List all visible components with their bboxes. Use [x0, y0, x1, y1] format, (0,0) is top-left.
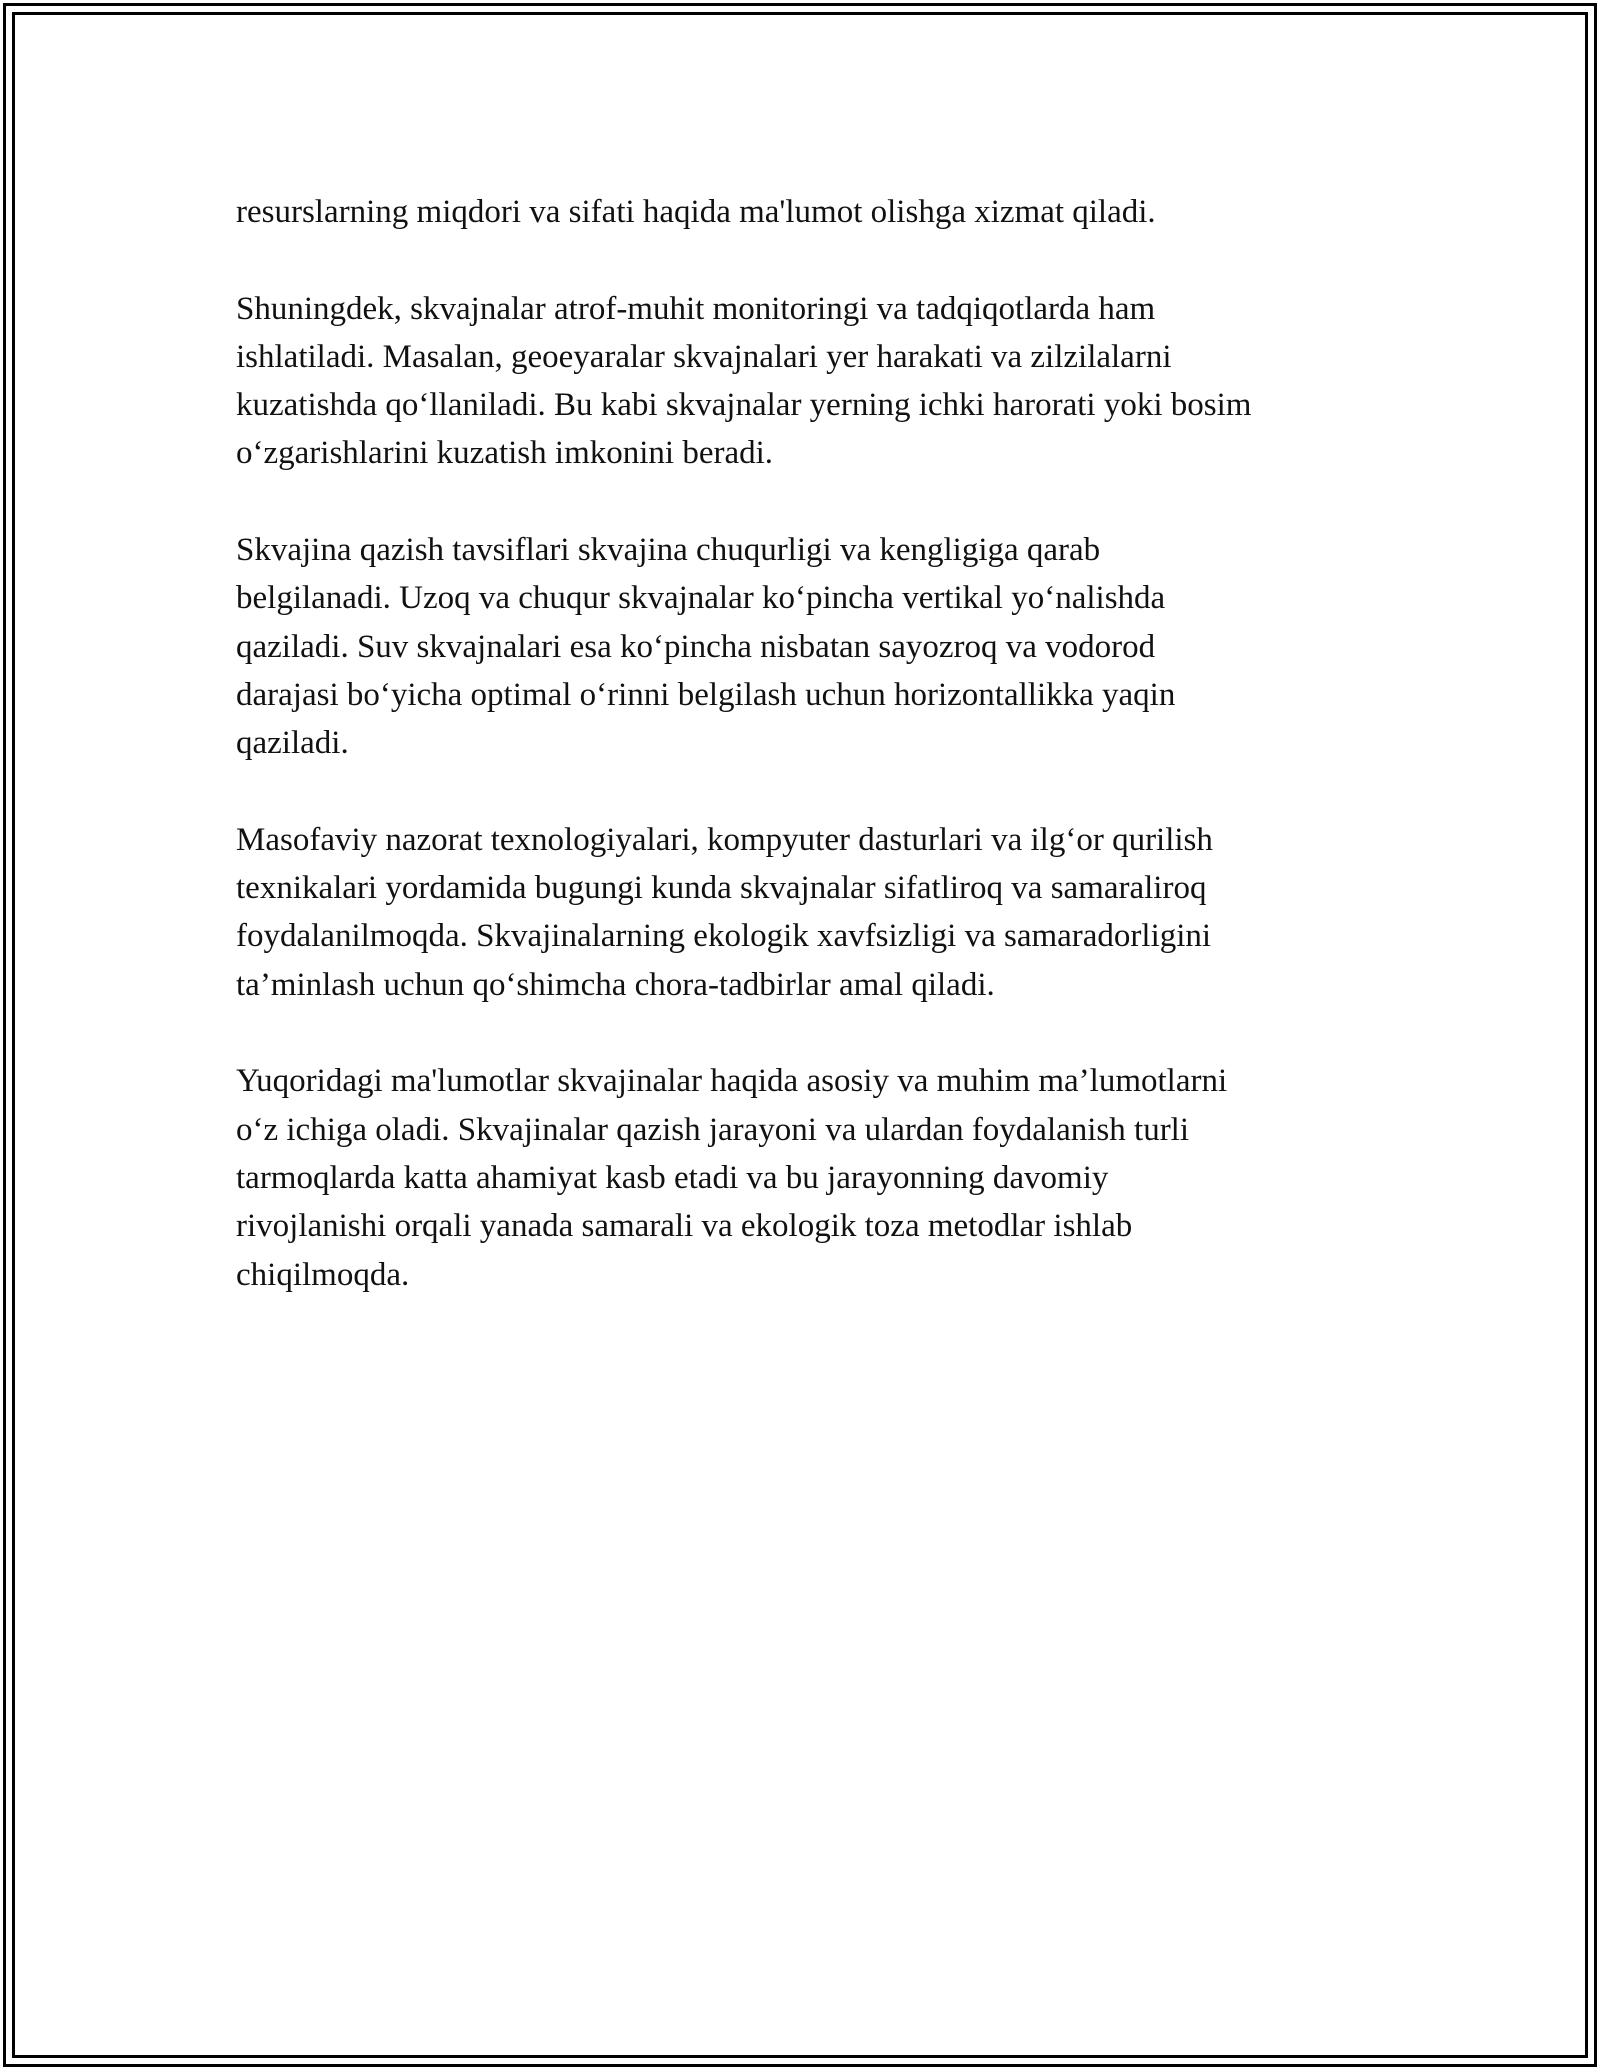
text-line: belgilanadi. Uzoq va chuqur skvajnalar ko‘pincha vertikal yo‘nalishda: [236, 580, 1166, 617]
text-line: o‘z ichiga oladi. Skvajinalar qazish jarayoni va ulardan foydalanish turli: [236, 1111, 1190, 1148]
paragraph-1: [236, 188, 1386, 236]
text-line: ishlatiladi. Masalan, geoeyaralar skvajnalari yer harakati va zilzilalarni: [236, 338, 1172, 375]
text-line: Yuqoridagi ma'lumotlar skvajinalar haqida asosiy va muhim ma’lumotlarni: [236, 1063, 1228, 1100]
text-line: Skvajina qazish tavsiflari skvajina chuqurligi va kengligiga qarab: [236, 532, 1101, 569]
paragraph-2: [236, 285, 1386, 478]
text-line: ta’minlash uchun qo‘shimcha chora-tadbirlar amal qiladi.: [236, 966, 995, 1003]
text-line: darajasi bo‘yicha optimal o‘rinni belgilash uchun horizontallikka yaqin: [236, 676, 1176, 713]
text-line: resurslarning miqdori va sifati haqida ma'lumot olishga xizmat qiladi.: [236, 194, 1156, 230]
text-line: rivojlanishi orqali yanada samarali va ekologik toza metodlar ishlab: [236, 1208, 1133, 1245]
text-line: o‘zgarishlarini kuzatish imkonini beradi.: [236, 435, 774, 472]
text-line: kuzatishda qo‘llaniladi. Bu kabi skvajnalar yerning ichki harorati yoki bosim: [236, 387, 1252, 424]
text-line: qaziladi.: [236, 725, 349, 762]
text-line: tarmoqlarda katta ahamiyat kasb etadi va bu jarayonning davomiy: [236, 1159, 1109, 1196]
paragraph-3: [236, 526, 1386, 767]
text-line: Shuningdek, skvajnalar atrof-muhit monitoringi va tadqiqotlarda ham: [236, 290, 1156, 327]
paragraph-4: [236, 816, 1386, 1009]
text-line: chiqilmoqda.: [236, 1256, 410, 1293]
text-line: foydalanilmoqda. Skvajinalarning ekologik xavfsizligi va samaradorligini: [236, 918, 1212, 955]
paragraph-5: [236, 1057, 1386, 1298]
text-line: Masofaviy nazorat texnologiyalari, kompyuter dasturlari va ilg‘or qurilish: [236, 821, 1213, 858]
text-line: texnikalari yordamida bugungi kunda skvajnalar sifatliroq va samaraliroq: [236, 870, 1207, 907]
document-body: [236, 188, 1386, 1347]
text-line: qaziladi. Suv skvajnalari esa ko‘pincha nisbatan sayozroq va vodorod: [236, 628, 1156, 665]
